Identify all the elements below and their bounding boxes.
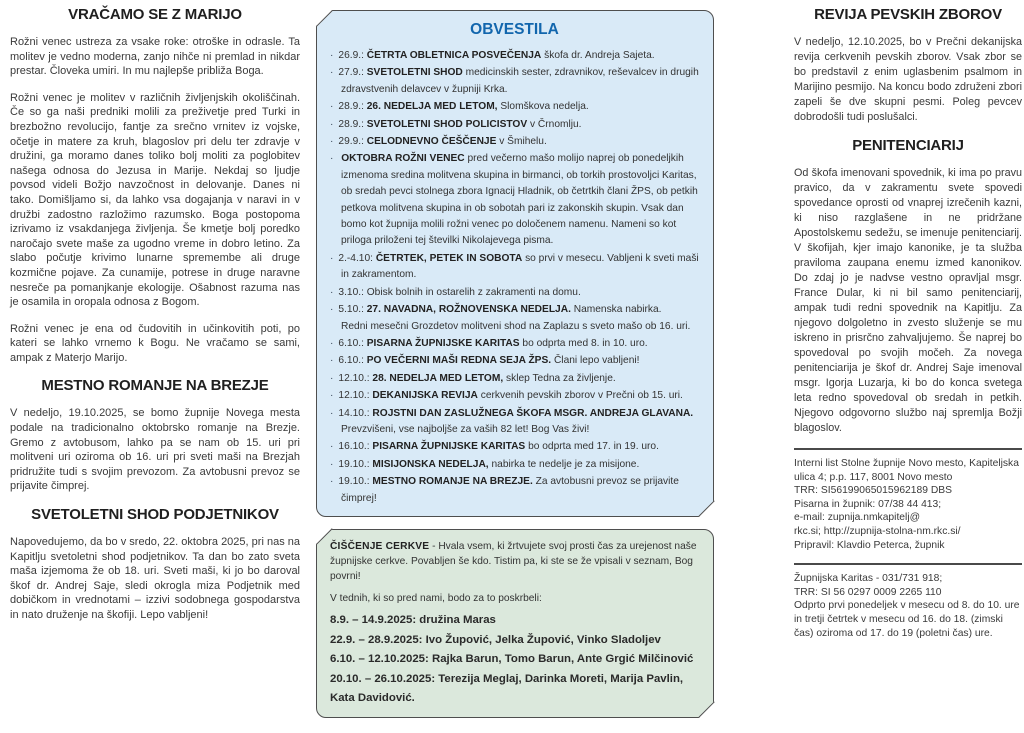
imprint-line: rkc.si; http://zupnija-stolna-nm.rkc.si/ bbox=[794, 525, 961, 537]
announcement-item bbox=[330, 117, 699, 133]
announcement-item bbox=[330, 285, 699, 301]
announcement-item bbox=[330, 371, 699, 387]
bullet-dot: · bbox=[330, 67, 334, 79]
announcement-date: 19.10.: bbox=[338, 458, 370, 470]
imprint-line: Interni list Stolne župnije Novo mesto, Kapiteljska ulica 4; p.p. 117, 8001 Novo mesto bbox=[794, 458, 1019, 483]
announcement-date: 2.-4.10: bbox=[338, 252, 373, 264]
bullet-dot: · bbox=[330, 390, 334, 402]
announcement-text: škofa dr. Andreja Sajeta. bbox=[544, 50, 655, 61]
bullet-dot: · bbox=[330, 337, 334, 349]
bullet-dot: · bbox=[330, 136, 334, 148]
announcement-highlight: MESTNO ROMANJE NA BREZJE. bbox=[372, 476, 533, 488]
announcement-text: nabirka te nedelje je za misijone. bbox=[491, 458, 640, 470]
cleaning-schedule-row: 6.10. – 12.10.2025: Rajka Barun, Tomo Barun, Ante Grgić Milčinović bbox=[330, 653, 694, 666]
announcement-highlight: MISIJONSKA NEDELJA, bbox=[372, 458, 489, 470]
announcements-title: OBVESTILA bbox=[470, 21, 559, 38]
section-title-penitenciarij: PENITENCIARIJ bbox=[852, 137, 964, 154]
middle-column bbox=[316, 10, 714, 718]
announcement-extra-line: Redni mesečni Grozdetov molitveni shod na Zaplazu s sveto mašo ob 16. uri. bbox=[341, 320, 691, 332]
left-column bbox=[10, 6, 300, 635]
imprint-line: Pisarna in župnik: 07/38 44 413; bbox=[794, 498, 942, 510]
announcement-text: bo odprta med 8. in 10. uro. bbox=[522, 337, 648, 349]
corner-fold bbox=[698, 702, 729, 733]
paragraph: V nedeljo, 12.10.2025, bo v Prečni dekanijska revija cerkvenih pevskih zborov. Vsak zbor se bo predstavil z enim uglasbenim psalmom in Marijino pesmijo. Na koncu bodo združeni zbori zapeli še dve skupni pesmi. Poleg pevcev dobrodošli tudi poslušalci. bbox=[794, 36, 1022, 123]
announcement-item bbox=[330, 388, 699, 404]
announcement-date: 6.10.: bbox=[338, 337, 364, 349]
announcement-text: Slomškova nedelja. bbox=[500, 101, 589, 113]
announcement-text: Namenska nabirka. bbox=[573, 304, 662, 316]
announcement-date: 5.10.: bbox=[338, 304, 364, 316]
karitas-line: Odprto prvi ponedeljek v mesecu od 8. do 10. ure in tretji četrtek v mesecu od 16. do 18. (zimski čas) oziroma od 17. do 19 (poletni čas) ure. bbox=[794, 600, 1020, 639]
announcement-date: 27.9.: bbox=[338, 67, 364, 79]
imprint-line: e-mail: zupnija.nmkapitelj@ bbox=[794, 512, 921, 524]
announcement-text: cerkvenih pevskih zborov v Prečni ob 15. uri. bbox=[480, 390, 683, 402]
bullet-dot: · bbox=[330, 372, 334, 384]
paragraph: Od škofa imenovani spovednik, ki ima po pravu pravico, da v zakramentu svete spovedi spovedance oprosti od vnaprej izrečenih kazni, ki niso razglašene in ne pridržane Apostolskemu sedežu, se imenuje penitenciarij. V škofijah, kjer imajo kanonike, je ta služba praviloma zaupana enemu izmed kanonikov. Do zdaj jo je nadvse vestno opravljal msgr. France Dular, ki ni bil samo penitenciarij, ampak tudi redni spovednik na Kapitlju. Za njegovo dolgoletno in zvesto služenje se mu iskreno in prisrčno zahvaljujemo. Še naprej bo spovedoval po svojih močeh. Za novega penitenciarija je škof dr. Andrej Saje imenoval msgr. Igorja Luzarja, ki bo do konca svetega leta redno spovedoval ob sredah in petkih. Njegovo odgovorno službo naj spremlja Božji blagoslov. bbox=[794, 167, 1022, 434]
announcement-text: bo odprta med 17. in 19. uro. bbox=[528, 441, 659, 453]
announcement-highlight: PISARNA ŽUPNIJSKE KARITAS bbox=[372, 441, 526, 453]
announcement-highlight: PO VEČERNI MAŠI REDNA SEJA ŽPS. bbox=[366, 355, 552, 367]
bullet-dot: · bbox=[330, 355, 334, 367]
bullet-dot: · bbox=[330, 458, 334, 470]
karitas-line: TRR: SI 56 0297 0009 2265 110 bbox=[794, 586, 942, 598]
corner-fold bbox=[301, 514, 332, 545]
right-column bbox=[794, 6, 1022, 640]
divider bbox=[794, 448, 1022, 450]
announcement-highlight: 27. NAVADNA, ROŽNOVENSKA NEDELJA. bbox=[366, 304, 571, 316]
announcement-date: 16.10.: bbox=[338, 441, 370, 453]
announcement-text: Obisk bolnih in ostarelih z zakramenti na domu. bbox=[366, 286, 581, 298]
corner-fold bbox=[698, 501, 729, 532]
announcement-date: 26.9.: bbox=[338, 50, 364, 61]
announcement-item bbox=[330, 439, 699, 455]
imprint-line: Pripravil: Klavdio Peterca, župnik bbox=[794, 539, 945, 551]
imprint-block bbox=[794, 457, 1022, 552]
announcement-highlight: PISARNA ŽUPNIJSKE KARITAS bbox=[366, 337, 520, 349]
announcement-item bbox=[330, 406, 699, 439]
announcement-item bbox=[330, 99, 699, 115]
announcement-item bbox=[330, 336, 699, 352]
bullet-dot: · bbox=[330, 407, 334, 419]
announcement-highlight: ROJSTNI DAN ZASLUŽNEGA ŠKOFA MSGR. ANDREJA GLAVANA. bbox=[372, 407, 694, 419]
announcement-text: medicinskih sester, zdravnikov, reševalcev in drugih zdravstvenih delavcev v župniji Krka. bbox=[341, 67, 699, 95]
bullet-dot: · bbox=[330, 118, 334, 130]
announcement-text: Za avtobusni prevoz se prijavite čimprej! bbox=[341, 476, 679, 504]
paragraph: Rožni venec je molitev v različnih življenjskih okoliščinah. Če so ga naši predniki molili za preživetje pred Turki in brezbožno revolucijo, fantje za srečno vrnitev iz vojske, očetje in matere za kruh, blagoslov pri delu ter zdravje v družini, ga moramo danes toliko bolj moliti za poglobitev našega odnosa do Jezusa in Marije. Nekdaj so ljudje povsod videli Božjo navzočnost in delovanje. Danes ni tako. Domišljamo si, da lahko vsa dogajanja v naravi in v družbi zadostno razložimo razumsko. Boga postopoma izrivamo iz vsakdanjega življenja. Še kmetje bolj poredko naročajo svete maše za ugodno vreme in dobro letino. Za slabo počutje krivimo lunarne spremembe ali druge kozmične pojave. Za cunamije, potrese in druge naravne nesreče pa pomanjkanje ekologije. Ošabnost razuma nas je osamila in oropala odnosa z Bogom. bbox=[10, 91, 300, 309]
bullet-dot: · bbox=[330, 441, 334, 453]
karitas-line: Župnijska Karitas - 031/731 918; bbox=[794, 573, 943, 585]
section-title-romanje: MESTNO ROMANJE NA BREZJE bbox=[41, 377, 269, 395]
paragraph: V nedeljo, 19.10.2025, se bomo župnije Novega mesta podale na tradicionalno oktobrsko romanje na Brezje. Gremo z avtobusom, lahko pa se nam ob 15. uri pri molitveni uri oziroma ob 16. uri pri sveti maši na Brezjah pridružite tudi s svojim prevozom. Za avtobusni prevoz se prijavite čimprej. bbox=[10, 407, 300, 493]
imprint-line: TRR: SI56199065015962189 DBS bbox=[794, 485, 952, 497]
bullet-dot: · bbox=[330, 153, 334, 165]
announcement-item bbox=[330, 134, 699, 150]
announcement-date: 14.10.: bbox=[338, 407, 370, 419]
announcement-text: sklep Tedna za življenje. bbox=[506, 372, 616, 384]
announcements-box bbox=[316, 10, 714, 517]
announcement-item bbox=[330, 302, 699, 335]
church-cleaning-box bbox=[316, 529, 714, 718]
corner-fold bbox=[301, 0, 332, 26]
announcement-text: pred večerno mašo molijo naprej ob ponedeljkih izmenoma sredina molitvena skupina in birmanci, ob torkih prostovoljci Karitas, ob sredah pevci stolnega zbora Ignacij Hladnik, ob četrtkih člani ŽPS, ob petkih petkova molitvena skupina in ob sobotah pari iz zakonskih skupin. Vsak dan bomo kot župnija molili rožni venec po določenem namenu. Nameni so kot priloga priloženi tej številki Nikolajevega pisma. bbox=[341, 153, 698, 247]
announcement-item bbox=[330, 65, 699, 98]
announcement-date: 28.9.: bbox=[338, 101, 364, 113]
bullet-dot: · bbox=[330, 252, 334, 264]
section-title-revija: REVIJA PEVSKIH ZBOROV bbox=[814, 6, 1002, 23]
announcement-item bbox=[330, 251, 699, 284]
announcement-highlight: ČETRTA OBLETNICA POSVEČENJA bbox=[366, 50, 542, 61]
announcement-date: 12.10.: bbox=[338, 372, 370, 384]
cleaning-schedule-row: 8.9. – 14.9.2025: družina Maras bbox=[330, 613, 496, 626]
cleaning-intro-text: - Hvala vsem, ki žrtvujete svoj prosti čas za urejenost naše župnijske cerkve. Povabljen še kdo. Tistim pa, ki ste se že vpisali v seznam, Bog povrni! bbox=[330, 540, 697, 582]
section-title-shod-podjetnikov: SVETOLETNI SHOD PODJETNIKOV bbox=[31, 506, 279, 524]
announcement-item bbox=[330, 151, 699, 249]
announcement-text: v Šmihelu. bbox=[499, 136, 547, 148]
announcement-item bbox=[330, 353, 699, 369]
bullet-dot: · bbox=[330, 476, 334, 488]
announcement-highlight: 28. NEDELJA MED LETOM, bbox=[372, 372, 504, 384]
bullet-dot: · bbox=[330, 304, 334, 316]
announcement-item bbox=[330, 48, 699, 64]
bullet-dot: · bbox=[330, 50, 334, 61]
section-title-vracamo: VRAČAMO SE Z MARIJO bbox=[68, 6, 242, 23]
karitas-block bbox=[794, 572, 1022, 640]
announcement-date: 3.10.: bbox=[338, 286, 364, 298]
announcement-text: so prvi v mesecu. Vabljeni k sveti maši in zakramentom. bbox=[341, 252, 699, 281]
announcement-text: Člani lepo vabljeni! bbox=[553, 355, 640, 367]
paragraph: Rožni venec je ena od čudovitih in učinkovitih poti, po kateri se lahko vrnemo k Bogu. Ne vračamo se sami, ampak z Materjo Marijo. bbox=[10, 322, 300, 364]
cleaning-intro bbox=[330, 539, 699, 584]
announcement-extra-line: Prevzvišeni, vse najboljše za vaših 82 let! Bog Vas živi! bbox=[341, 423, 590, 435]
announcement-highlight: SVETOLETNI SHOD bbox=[366, 67, 463, 79]
cleaning-note: V tednih, ki so pred nami, bodo za to poskrbeli: bbox=[330, 592, 542, 604]
announcement-date: 6.10.: bbox=[338, 355, 364, 367]
announcement-highlight: OKTOBRA ROŽNI VENEC bbox=[341, 153, 465, 165]
paragraph: Rožni venec ustreza za vsake roke: otroške in odrasle. Ta molitev je vedno moderna, zanjo nihče ni premlad in nikdar prestar. Človeka umiri. In mu najlepše približa Boga. bbox=[10, 36, 300, 78]
cleaning-title: ČIŠČENJE CERKVE bbox=[330, 540, 430, 552]
cleaning-schedule-row: 22.9. – 28.9.2025: Ivo Župović, Jelka Župović, Vinko Sladoljev bbox=[330, 633, 661, 646]
announcement-text: v Črnomlju. bbox=[529, 118, 582, 130]
announcement-highlight: 26. NEDELJA MED LETOM, bbox=[366, 101, 498, 113]
announcement-highlight: ČETRTEK, PETEK IN SOBOTA bbox=[375, 252, 523, 264]
announcement-date: 12.10.: bbox=[338, 390, 370, 402]
announcement-date: 19.10.: bbox=[338, 476, 370, 488]
divider bbox=[794, 563, 1022, 565]
announcement-highlight: SVETOLETNI SHOD POLICISTOV bbox=[366, 118, 528, 130]
paragraph: Napovedujemo, da bo v sredo, 22. oktobra 2025, pri nas na Kapitlju svetoletni shod podjetnikov. Ta dan bo zato sveta maša izjemoma že ob 18. uri. Sveti maši, ki jo bo daroval škof dr. Andrej Saje, sledi okrogla miza Podjetnik med dobičkom in vrednotami – izzivi sodobnega gospodarstva in nato druženje na škofiji. Lepo vabljeni! bbox=[10, 536, 300, 621]
announcement-date: 28.9.: bbox=[338, 118, 364, 130]
announcement-item bbox=[330, 474, 699, 507]
cleaning-schedule-row: 20.10. – 26.10.2025: Terezija Meglaj, Darinka Moreti, Marija Pavlin, Kata Davidović. bbox=[330, 672, 684, 705]
announcement-item bbox=[330, 457, 699, 473]
announcement-highlight: CELODNEVNO ČEŠČENJE bbox=[366, 136, 497, 148]
bullet-dot: · bbox=[330, 286, 334, 298]
announcement-date: 29.9.: bbox=[338, 136, 364, 148]
announcement-highlight: DEKANIJSKA REVIJA bbox=[372, 390, 478, 402]
bullet-dot: · bbox=[330, 101, 334, 113]
